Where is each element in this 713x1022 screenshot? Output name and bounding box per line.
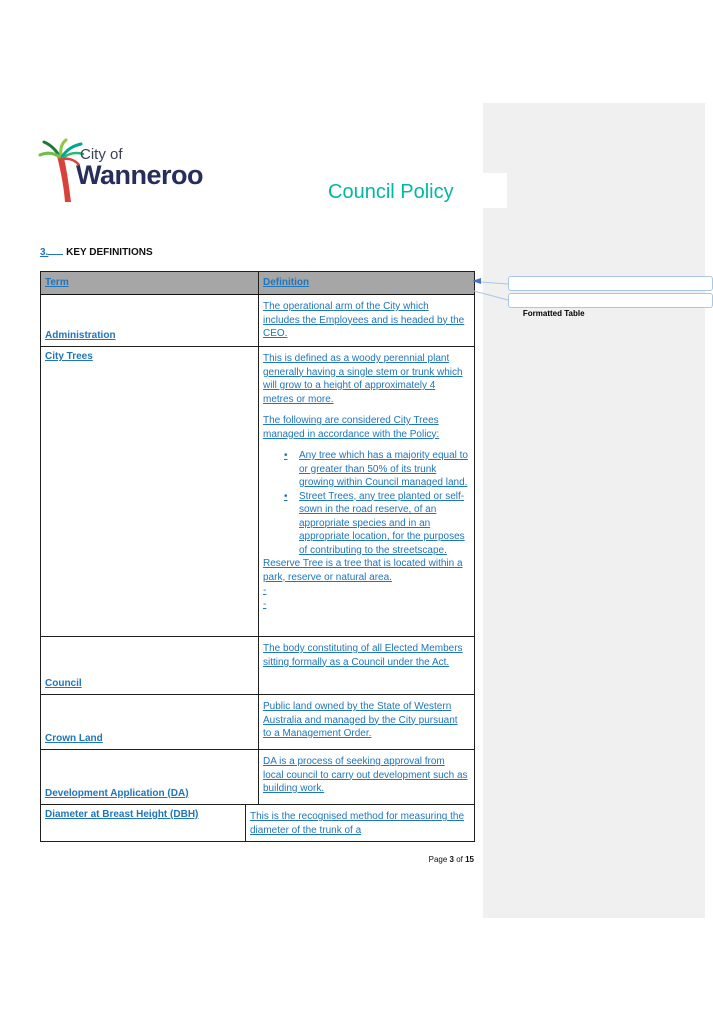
definition-paragraph: The following are considered City Trees managed in accordance with the Policy: — [263, 415, 440, 440]
term-cell: Council — [41, 637, 259, 695]
definition-cell — [259, 347, 475, 637]
footer-of-word: of — [453, 855, 466, 864]
revision-markup-pane — [483, 103, 705, 918]
term-cell: Administration — [41, 295, 259, 347]
tracked-change-anchor-arrow-icon — [472, 278, 481, 284]
footer-page-number: 3 — [449, 855, 454, 864]
formatted-table-comment[interactable] — [508, 293, 713, 318]
table-row-city-trees — [41, 347, 475, 637]
logo-wanneroo-text: Wanneroo — [76, 160, 203, 190]
term-cell: City Trees — [41, 347, 259, 637]
term-cell: Diameter at Breast Height (DBH) — [41, 805, 246, 842]
section-heading — [40, 245, 153, 258]
city-of-wanneroo-logo — [38, 138, 228, 210]
comment-label: Formatted Table — [522, 309, 585, 318]
table-row-development-application — [41, 750, 475, 805]
definition-cell: This is the recognised method for measuring the diameter of the trunk of a — [246, 805, 475, 842]
definition-cell: The body constituting of all Elected Members sitting formally as a Council under the Act. — [259, 637, 475, 695]
header-cell-definition: Definition — [259, 272, 475, 295]
inserted-dash-line: - — [263, 585, 267, 596]
heading-tab-underline — [48, 245, 63, 255]
table-row-crown-land — [41, 695, 475, 750]
definitions-table — [40, 271, 474, 842]
header-cell-term: Term — [41, 272, 259, 295]
formatted-font-bold-comment[interactable] — [508, 276, 713, 291]
section-number: 3. — [40, 247, 49, 258]
term-cell: Development Application (DA) — [41, 750, 259, 805]
bullet-item: • Any tree which has a majority equal to or greater than 50% of its trunk growing within Council managed land. — [263, 449, 468, 490]
bullet-item: • Street Trees, any tree planted or self-sown in the road reserve, of an appropriate species and in an appropriate location, for the purposes of contributing to the streetscape. — [263, 490, 468, 558]
logo-city-of-text: City of — [80, 146, 123, 163]
definition-paragraph: This is defined as a woody perennial plant generally having a single stem or trunk which will grow to a height of approximately 4 metres or more. — [263, 353, 463, 405]
page-edge-notch — [483, 173, 507, 208]
footer-page-total: 15 — [465, 855, 474, 864]
definition-cell: The operational arm of the City which includes the Employees and is headed by the CEO. — [259, 295, 475, 347]
definition-cell: DA is a process of seeking approval from local council to carry out development such as building work. — [259, 750, 475, 805]
page-number-footer — [40, 855, 474, 864]
definition-cell: Public land owned by the State of Western Australia and managed by the City pursuant to a Management Order. — [259, 695, 475, 750]
table-row-council — [41, 637, 475, 695]
section-title: KEY DEFINITIONS — [66, 247, 153, 258]
document-type-title: Council Policy — [328, 181, 454, 203]
table-header-row — [41, 272, 475, 295]
footer-page-word: Page — [428, 855, 450, 864]
table-row-administration — [41, 295, 475, 347]
table-row-dbh — [41, 805, 475, 842]
definition-paragraph: Reserve Tree is a tree that is located within a park, reserve or natural area. — [263, 558, 463, 583]
term-cell: Crown Land — [41, 695, 259, 750]
definitions-table-dbh-row — [40, 804, 475, 842]
city-trees-bullet-list — [263, 449, 468, 557]
inserted-dash-line: - — [263, 598, 267, 610]
definitions-table-main — [40, 271, 475, 805]
